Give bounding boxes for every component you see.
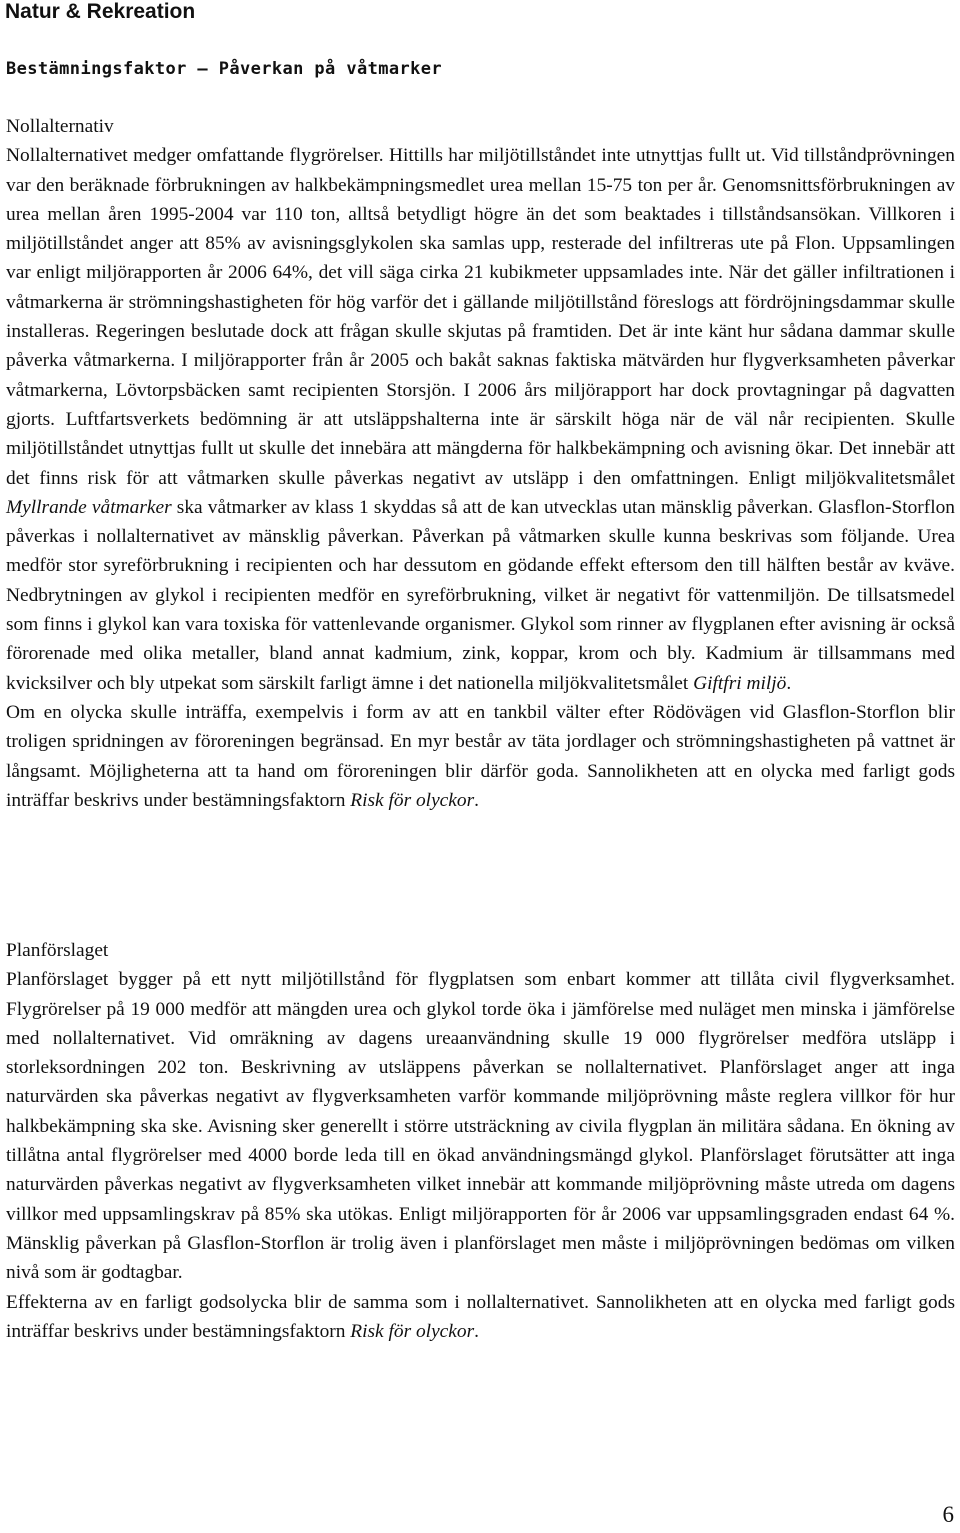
- planforslaget-paragraph-2: [6, 1288, 955, 1347]
- planforslaget-section: [6, 936, 955, 1346]
- text-run: .: [474, 1320, 479, 1342]
- text-run: Effekterna av en farligt godsolycka blir de samma som i nollalternativet. Sannolikheten att en olycka med farligt gods inträffar beskrivs under bestämningsfaktorn: [6, 1291, 955, 1342]
- subtitle-heading: Bestämningsfaktor – Påverkan på våtmarker: [6, 59, 443, 79]
- emphasis-myllrande-vatmarker: Myllrande våtmarker: [6, 496, 172, 518]
- text-run: Nollalternativet medger omfattande flygrörelser. Hittills har miljötillståndet inte utnyttjas fullt ut. Vid tillståndprövningen var den beräknade förbrukningen av halkbekämpningsmedlet urea mellan 15-75 ton per år. Genomsnittsförbrukningen av urea mellan åren 1995-2004 var 110 ton, alltså betydligt högre än det som beaktades i tillståndsansökan. Villkoren i miljötillståndet anger att 85% av avisningsglykolen ska samlas upp, resterade del infiltreras ute på Flon. Uppsamlingen var enligt miljörapporten år 2006 64%, det vill säga cirka 21 kubikmeter uppsamlades inte. När det gäller infiltrationen i våtmarkerna är strömningshastigheten för hög varför det i gällande miljötillstånd föreslogs att fördröjningsdammar skulle installeras. Regeringen beslutade dock att frågan skulle skjutas på framtiden. Det är inte känt hur sådana dammar skulle påverka våtmarkerna. I miljörapporter från år 2005 och bakåt saknas faktiska mätvärden hur flygverksamheten påverkar våtmarkerna, Lövtorpsbäcken samt recipienten Storsjön. I 2006 års miljörapport har dock provtagningar på dagvatten gjorts. Luftfartsverkets bedömning är att utsläppshalterna inte är särskilt höga när de väl når recipienten. Skulle miljötillståndet utnyttjas fullt ut skulle det innebära att mängderna för halkbekämpning och avisning ökar. Det innebär att det finns risk för att våtmarken skulle påverkas negativt av utsläpp i den omfattningen. Enligt miljökvalitetsmålet: [6, 145, 955, 489]
- emphasis-risk-for-olyckor: Risk för olyckor: [350, 789, 475, 811]
- nollalternativ-paragraph-2: [6, 698, 955, 815]
- emphasis-giftfri-miljo: Giftfri miljö: [693, 672, 787, 694]
- nollalternativ-paragraph-1: [6, 141, 955, 698]
- text-run: .: [474, 789, 479, 811]
- nollalternativ-heading: Nollalternativ: [6, 116, 114, 137]
- section-title: Natur & Rekreation: [5, 0, 196, 23]
- text-run: ska våtmarker av klass 1 skyddas så att de kan utvecklas utan mänsklig påverkan. Glasflon-Storflon påverkas i nollalternativet av mänsklig påverkan. Påverkan på våtmarken skulle kunna beskrivas som följande. Urea medför stor syreförbrukning i recipienten och har dessutom en gödande effekt eftersom den till hälften består av kväve. Nedbrytningen av glykol i recipienten medför en syreförbrukning, vilket är negativt för vattenmiljön. De tillsatsmedel som finns i glykol kan vara toxiska för vattenlevande organismer. Glykol som rinner av flygplanen efter avisning är också förorenade med olika metaller, bland annat kadmium, zink, koppar, krom och bly. Kadmium är tillsammans med kvicksilver och bly utpekat som särskilt farligt ämne i det nationella miljökvalitetsmålet: [6, 496, 955, 694]
- text-run: .: [786, 672, 792, 694]
- planforslaget-paragraph-1: Planförslaget bygger på ett nytt miljötillstånd för flygplatsen som enbart kommer att tillåta civil flygverksamhet. Flygrörelser på 19 000 medför att mängden urea och glykol torde öka i jämförelse med nuläget men minska i jämförelse med nollalternativet. Vid omräkning av dagens ureaanvändning skulle 19 000 flygrörelser medföra utsläpp i storleksordningen 202 ton. Beskrivning av utsläppens påverkan se nollalternativet. Planförslaget anger att inga naturvärden ska påverkas negativt av flygverksamheten varför kommande miljöprövning måste reglera villkor för hur halkbekämpning ska ske. Avisning sker generellt i större utsträckning av civila flygplan än militära sådana. En ökning av tillåtna antal flygrörelser med 4000 borde leda till en ökad användningsmängd glykol. Planförslaget förutsätter att inga naturvärden påverkas negativt av flygverksamheten vilket innebär att kommande miljöprövning måste utreda om dagens villkor med uppsamlingskrav på 85% ska utökas. Enligt miljörapporten för år 2006 var uppsamlingsgraden endast 64 %. Mänsklig påverkan på Glasflon-Storflon är trolig även i planförslaget men måste i miljöprövningen bedömas om vilken nivå som är godtagbar.: [6, 969, 955, 1284]
- nollalternativ-section: [6, 112, 955, 815]
- text-run: Om en olycka skulle inträffa, exempelvis i form av att en tankbil välter efter Rödövägen vid Glasflon-Storflon blir troligen spridningen av föroreningen begränsad. En myr består av täta jordlager och strömningshastigheten på vattnet är långsamt. Möjligheterna att ta hand om föroreningen blir därför goda. Sannolikheten att en olycka med farligt gods inträffar beskrivs under bestämningsfaktorn: [6, 701, 955, 811]
- page-number: 6: [942, 1502, 954, 1527]
- emphasis-risk-for-olyckor: Risk för olyckor: [350, 1320, 475, 1342]
- planforslaget-heading: Planförslaget: [6, 940, 109, 961]
